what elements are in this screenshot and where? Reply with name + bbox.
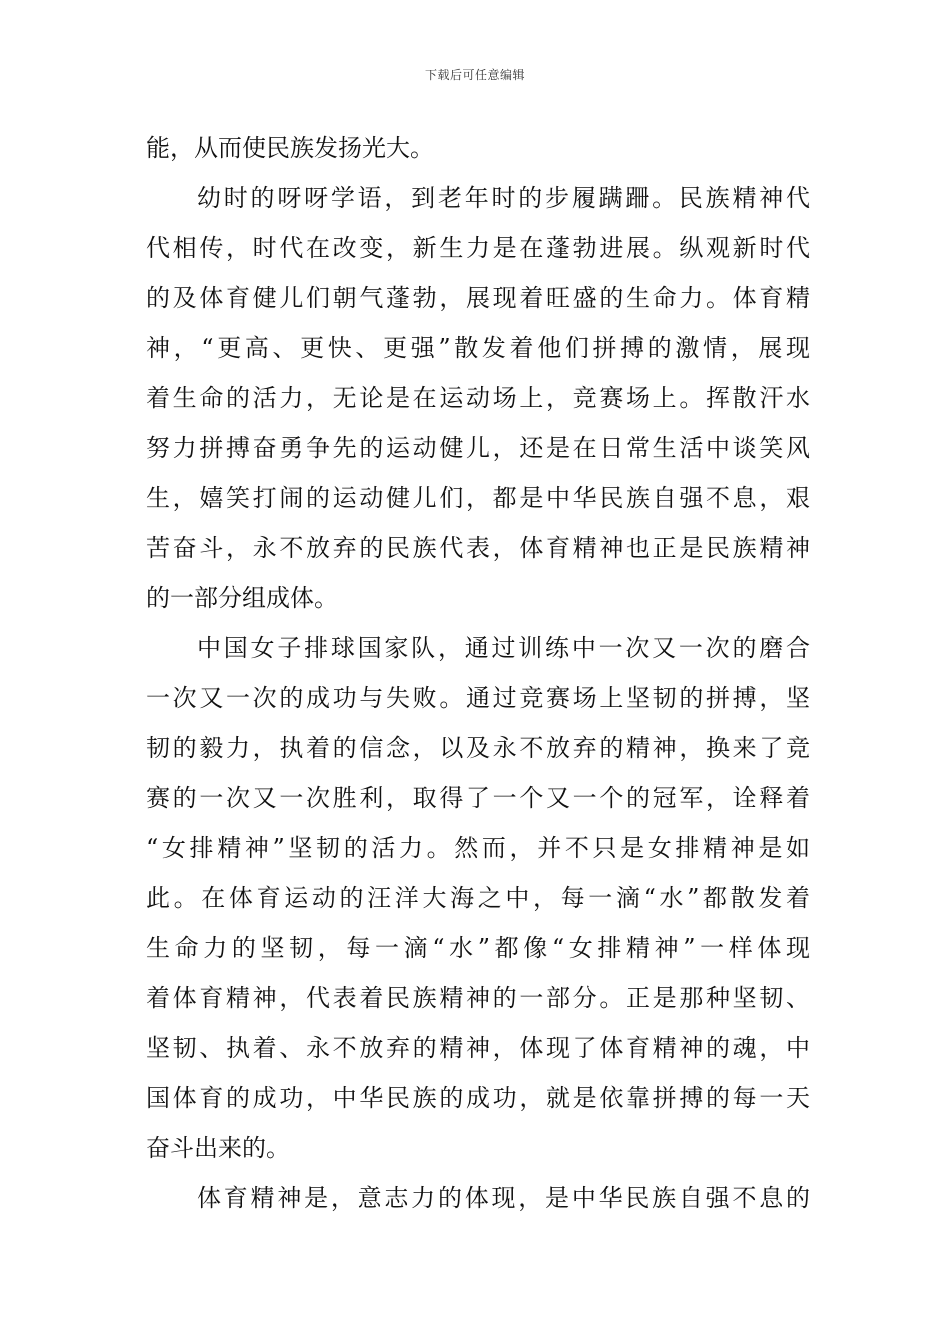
text-line: “女排精神”坚韧的活力。然而，并不只是女排精神是如 (146, 834, 810, 862)
text-line: 生命力的坚韧，每一滴“水”都像“女排精神”一样体现 (146, 934, 810, 962)
text-line: 苦奋斗，永不放弃的民族代表，体育精神也正是民族精神 (146, 534, 810, 562)
text-line: 赛的一次又一次胜利，取得了一个又一个的冠军，诠释着 (146, 784, 810, 812)
text-line: 坚韧、执着、永不放弃的精神，体现了体育精神的魂，中 (146, 1034, 810, 1062)
text-line: 的一部分组成体。 (146, 584, 338, 612)
text-line: 代相传，时代在改变，新生力是在蓬勃进展。纵观新时代 (146, 234, 810, 262)
text-line: 奋斗出来的。 (146, 1134, 290, 1162)
text-line: 体育精神是，意志力的体现，是中华民族自强不息的 (197, 1184, 810, 1212)
text-line: 国体育的成功，中华民族的成功，就是依靠拼搏的每一天 (146, 1084, 810, 1112)
text-line: 此。在体育运动的汪洋大海之中，每一滴“水”都散发着 (146, 884, 810, 912)
text-line: 的及体育健儿们朝气蓬勃，展现着旺盛的生命力。体育精 (146, 284, 810, 312)
text-line: 着体育精神，代表着民族精神的一部分。正是那种坚韧、 (146, 984, 810, 1012)
text-line: 努力拼搏奋勇争先的运动健儿，还是在日常生活中谈笑风 (146, 434, 810, 462)
text-line: 一次又一次的成功与失败。通过竞赛场上坚韧的拼搏，坚 (146, 684, 810, 712)
text-line: 着生命的活力，无论是在运动场上，竞赛场上。挥散汗水 (146, 384, 810, 412)
text-line: 幼时的呀呀学语，到老年时的步履蹒跚。民族精神代 (197, 184, 810, 212)
page-header-note: 下载后可任意编辑 (424, 68, 525, 82)
text-line: 中国女子排球国家队，通过训练中一次又一次的磨合 (197, 634, 810, 662)
text-line: 能，从而使民族发扬光大。 (146, 134, 434, 162)
text-line: 韧的毅力，执着的信念，以及永不放弃的精神，换来了竞 (146, 734, 810, 762)
text-line: 神，“更高、更快、更强”散发着他们拼搏的激情，展现 (146, 334, 810, 362)
text-line: 生，嬉笑打闹的运动健儿们，都是中华民族自强不息，艰 (146, 484, 810, 512)
